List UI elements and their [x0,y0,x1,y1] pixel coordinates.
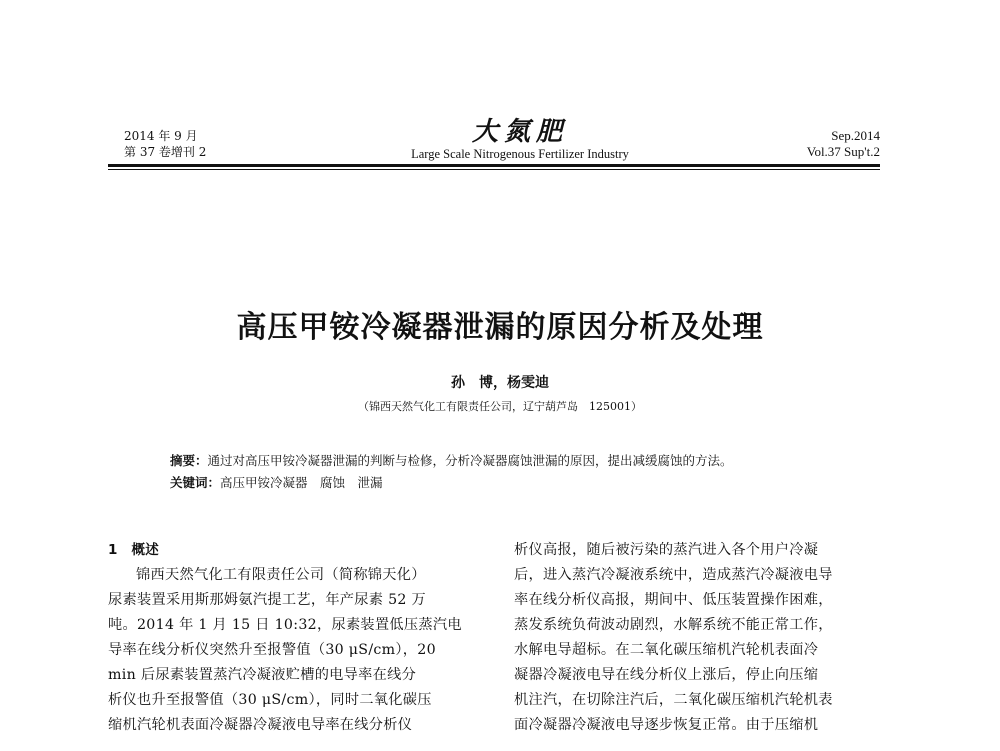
body-line: 蒸发系统负荷波动剧烈，水解系统不能正常工作， [514,617,833,633]
issue-date-cn: 2014 年 9 月 [124,129,198,143]
keywords-label: 关键词： [170,475,221,490]
body-line: 尿素装置采用斯那姆氨汽提工艺，年产尿素 52 万 [108,592,427,608]
article-affiliation: （锦西天然气化工有限责任公司，辽宁葫芦岛 125001） [358,400,642,413]
keywords [170,474,383,492]
header-left [124,128,206,160]
body-line: 析仪也升至报警值（30 μS/cm），同时二氧化碳压 [108,692,432,708]
header-rule-thick [108,164,880,167]
section-heading: 1 概述 [108,542,160,558]
keywords-text: 高压甲铵冷凝器 腐蚀 泄漏 [220,475,383,490]
header-center [350,118,690,162]
body-line: 机注汽，在切除注汽后，二氧化碳压缩机汽轮机表 [514,692,833,708]
header-right [807,128,880,160]
volume-cn: 第 37 卷增刊 2 [124,145,207,159]
body-line: 缩机汽轮机表面冷凝器冷凝液电导率在线分析仪 [108,717,413,733]
issue-date-en: Sep.2014 [831,128,880,143]
body-line: 面冷凝器冷凝液电导逐步恢复正常。由于压缩机 [514,717,819,733]
journal-logo: 大氮肥 [471,117,568,147]
body-column-left [108,538,490,738]
abstract-label: 摘要： [170,453,208,468]
abstract-text: 通过对高压甲铵冷凝器泄漏的判断与检修，分析冷凝器腐蚀泄漏的原因，提出减缓腐蚀的方法。 [207,453,733,468]
header-rule-thin [108,169,880,170]
body-line: 后，进入蒸汽冷凝液系统中，造成蒸汽冷凝液电导 [514,567,833,583]
body-line: 水解电导超标。在二氧化碳压缩机汽轮机表面冷 [514,642,819,658]
body-line: 导率在线分析仪突然升至报警值（30 μS/cm），20 [108,642,436,658]
volume-en: Vol.37 Sup't.2 [806,144,880,159]
body-column-right [514,538,896,738]
journal-name-en: Large Scale Nitrogenous Fertilizer Industry [411,147,629,161]
body-line: 析仪高报，随后被污染的蒸汽进入各个用户冷凝 [514,542,819,558]
body-line: 吨。2014 年 1 月 15 日 10:32，尿素装置低压蒸汽电 [108,617,462,633]
article-title: 高压甲铵冷凝器泄漏的原因分析及处理 [236,310,764,345]
body-line: 锦西天然气化工有限责任公司（简称锦天化） [136,567,426,583]
body-line: min 后尿素装置蒸汽冷凝液贮槽的电导率在线分 [108,667,417,683]
article-authors: 孙 博，杨雯迪 [451,375,549,391]
body-line: 凝器冷凝液电导在线分析仪上涨后，停止向压缩 [514,667,819,683]
abstract [170,452,733,470]
body-line: 率在线分析仪高报，期间中、低压装置操作困难， [514,592,833,608]
